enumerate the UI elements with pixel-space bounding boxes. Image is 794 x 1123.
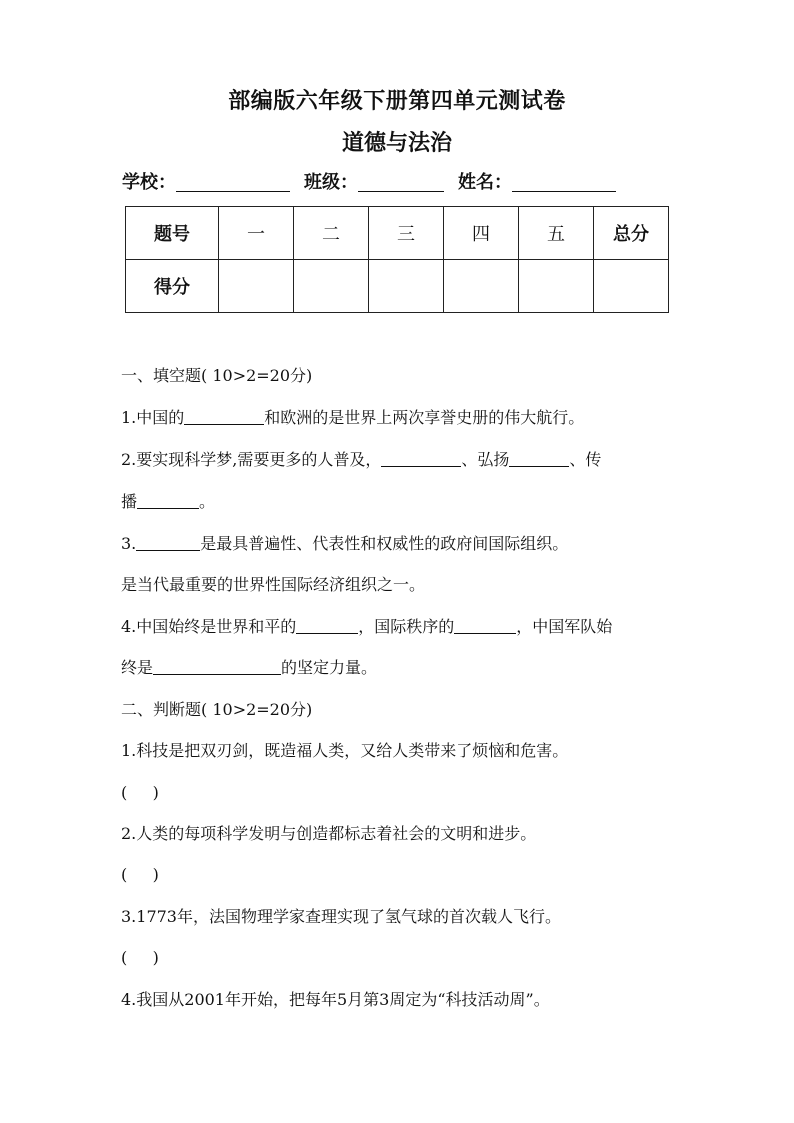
- score-cell[interactable]: [369, 260, 444, 313]
- fill-q4-text-d: 终是: [121, 658, 154, 677]
- header-cell-part-3: 三: [369, 207, 444, 260]
- class-blank[interactable]: [358, 171, 444, 192]
- answer-blank[interactable]: [153, 658, 281, 675]
- score-cell[interactable]: [594, 260, 669, 313]
- judge-question-3: 3.1773年，法国物理学家查理实现了氢气球的首次载人飞行。: [121, 907, 561, 926]
- score-cell[interactable]: [444, 260, 519, 313]
- answer-blank[interactable]: [381, 450, 461, 467]
- fill-question-4: [121, 617, 612, 637]
- fill-q2-text-a: 2.要实现科学梦,需要更多的人普及，: [121, 450, 382, 469]
- answer-blank[interactable]: [454, 617, 516, 634]
- header-cell-question-no: 题号: [126, 207, 219, 260]
- score-cell[interactable]: [294, 260, 369, 313]
- fill-question-4-cont: [121, 658, 377, 678]
- fill-q2-text-d: 播: [121, 492, 138, 511]
- fill-question-2: [121, 450, 601, 470]
- judge-answer-1[interactable]: ( ): [121, 783, 159, 802]
- student-info-line: [122, 168, 682, 194]
- school-blank[interactable]: [176, 171, 290, 192]
- fill-q1-text-a: 1.中国的: [121, 408, 185, 427]
- fill-q3-text-a: 3.: [121, 534, 137, 553]
- judge-question-1: 1.科技是把双刃剑，既造福人类，又给人类带来了烦恼和危害。: [121, 741, 569, 760]
- exam-title: 部编版六年级下册第四单元测试卷: [228, 89, 566, 114]
- judge-answer-2[interactable]: ( ): [121, 865, 159, 884]
- answer-blank[interactable]: [136, 534, 200, 551]
- fill-q4-text-e: 的坚定力量。: [281, 658, 378, 677]
- fill-q2-text-c: 、传: [569, 450, 602, 469]
- fill-question-3-cont: 是当代最重要的世界性国际经济组织之一。: [121, 575, 426, 594]
- score-table-header-row: [126, 207, 669, 260]
- judge-question-2: 2.人类的每项科学发明与创造都标志着社会的文明和进步。: [121, 824, 537, 843]
- answer-blank[interactable]: [509, 450, 569, 467]
- fill-question-3: [121, 534, 568, 554]
- header-cell-part-2: 二: [294, 207, 369, 260]
- name-label: 姓名：: [458, 172, 512, 193]
- section-judge-heading: 二、判断题( 10>2=20分): [121, 700, 313, 719]
- answer-blank[interactable]: [296, 617, 358, 634]
- score-row-label: 得分: [126, 260, 219, 313]
- judge-answer-3[interactable]: ( ): [121, 948, 159, 967]
- name-blank[interactable]: [512, 171, 616, 192]
- section-fill-heading: 一、填空题( 10>2=20分): [121, 366, 313, 385]
- fill-question-1: [121, 408, 584, 428]
- score-cell[interactable]: [219, 260, 294, 313]
- fill-q2-text-b: 、弘扬: [461, 450, 510, 469]
- score-cell[interactable]: [519, 260, 594, 313]
- fill-q4-text-b: ，国际秩序的: [358, 617, 455, 636]
- answer-blank[interactable]: [184, 408, 264, 425]
- fill-q1-text-b: 和欧洲的是世界上两次享誉史册的伟大航行。: [264, 408, 585, 427]
- fill-question-2-cont: [121, 492, 215, 512]
- fill-q3-text-b: 是最具普遍性、代表性和权威性的政府间国际组织。: [200, 534, 569, 553]
- answer-blank[interactable]: [137, 492, 199, 509]
- score-table: [125, 206, 669, 313]
- score-table-score-row: [126, 260, 669, 313]
- subject-title: 道德与法治: [341, 131, 452, 156]
- header-cell-part-5: 五: [519, 207, 594, 260]
- fill-q2-text-e: 。: [199, 492, 216, 511]
- header-cell-part-1: 一: [219, 207, 294, 260]
- header-cell-part-4: 四: [444, 207, 519, 260]
- fill-q4-text-c: ，中国军队始: [516, 617, 613, 636]
- judge-question-4: 4.我国从2001年开始，把每年5月第3周定为“科技活动周”。: [121, 990, 550, 1009]
- school-label: 学校：: [122, 172, 176, 193]
- fill-q4-text-a: 4.中国始终是世界和平的: [121, 617, 297, 636]
- class-label: 班级：: [304, 172, 358, 193]
- header-cell-total: 总分: [594, 207, 669, 260]
